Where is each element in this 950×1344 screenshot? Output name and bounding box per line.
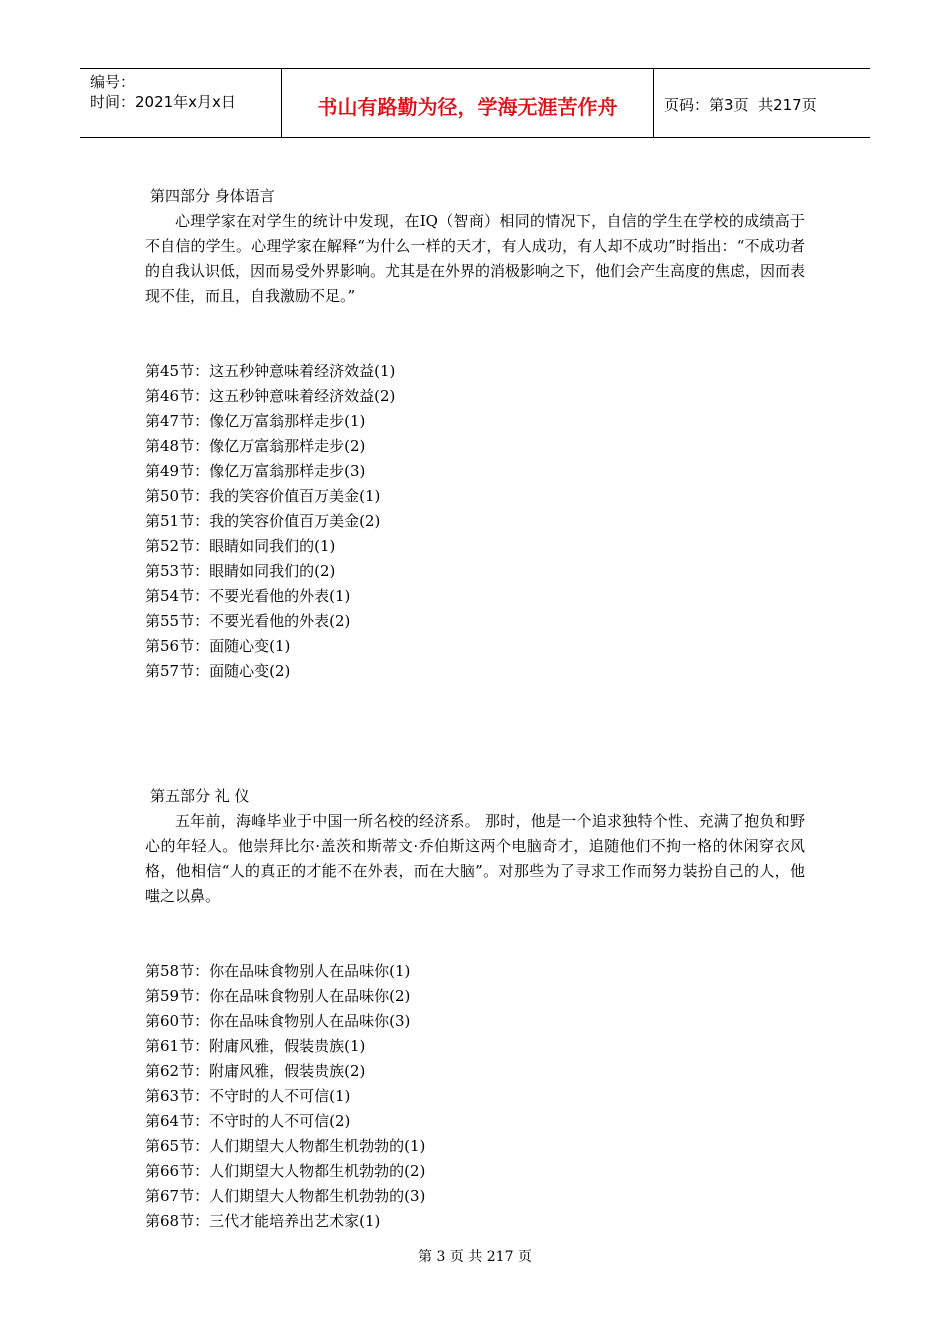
chapter-link: 第47节：像亿万富翁那样走步(1) [145,412,366,430]
chapter-link: 第57节：面随心变(2) [145,662,291,680]
document-body [145,184,805,1234]
chapter-link: 第48节：像亿万富翁那样走步(2) [145,437,366,455]
chapter-link: 第66节：人们期望大人物都生机勃勃的(2) [145,1162,426,1180]
page-info-text: 页码：第3页 共217页 [664,95,817,114]
chapter-list [145,959,805,1234]
chapter-link: 第58节：你在品味食物别人在品味你(1) [145,962,411,980]
chapter-link: 第46节：这五秒钟意味着经济效益(2) [145,387,396,405]
chapter-link: 第64节：不守时的人不可信(2) [145,1112,351,1130]
chapter-link: 第50节：我的笑容价值百万美金(1) [145,487,381,505]
section-title: 第四部分 身体语言 [150,187,275,205]
chapter-link: 第68节：三代才能培养出艺术家(1) [145,1212,381,1230]
spacer [145,309,805,359]
chapter-link: 第63节：不守时的人不可信(1) [145,1087,351,1105]
spacer [145,684,805,784]
chapter-link: 第67节：人们期望大人物都生机勃勃的(3) [145,1187,426,1205]
chapter-link: 第60节：你在品味食物别人在品味你(3) [145,1012,411,1030]
section-paragraph: 心理学家在对学生的统计中发现，在IQ（智商）相同的情况下，自信的学生在学校的成绩高于不自信的学生。心理学家在解释“为什么一样的天才，有人成功，有人却不成功”时指出：“不成功者的自我认识低，因而易受外界影响。尤其是在外界的消极影响之下，他们会产生高度的焦虑，因而表现不佳，而且，自我激励不足。” [145,212,806,305]
section-paragraph: 五年前，海峰毕业于中国一所名校的经济系。 那时，他是一个追求独特个性、充满了抱负和野心的年轻人。他崇拜比尔·盖茨和斯蒂文·乔伯斯这两个电脑奇才，追随他们不拘一格的休闲穿衣风格，他相信“人的真正的才能不在外表，而在大脑”。对那些为了寻求工作而努力装扮自己的人，他嗤之以鼻。 [145,812,805,905]
chapter-link: 第55节：不要光看他的外表(2) [145,612,351,630]
chapter-list [145,359,805,684]
chapter-link: 第53节：眼睛如同我们的(2) [145,562,336,580]
header-page-info [654,69,870,137]
time-label: 时间：2021年x月x日 [90,93,236,111]
header-motto: 书山有路勤为径，学海无涯苦作舟 [282,69,654,137]
chapter-link: 第56节：面随心变(1) [145,637,291,655]
page-footer: 第 3 页 共 217 页 [418,1249,532,1265]
chapter-link: 第61节：附庸风雅，假装贵族(1) [145,1037,366,1055]
chapter-link: 第51节：我的笑容价值百万美金(2) [145,512,381,530]
chapter-link: 第52节：眼睛如同我们的(1) [145,537,336,555]
chapter-link: 第45节：这五秒钟意味着经济效益(1) [145,362,396,380]
chapter-link: 第54节：不要光看他的外表(1) [145,587,351,605]
chapter-link: 第49节：像亿万富翁那样走步(3) [145,462,366,480]
chapter-link: 第62节：附庸风雅，假装贵族(2) [145,1062,366,1080]
spacer [145,909,805,959]
chapter-link: 第65节：人们期望大人物都生机勃勃的(1) [145,1137,426,1155]
header-meta [80,69,282,137]
chapter-link: 第59节：你在品味食物别人在品味你(2) [145,987,411,1005]
number-label: 编号： [90,73,136,91]
section-title: 第五部分 礼 仪 [150,787,250,805]
page-header [80,68,870,138]
